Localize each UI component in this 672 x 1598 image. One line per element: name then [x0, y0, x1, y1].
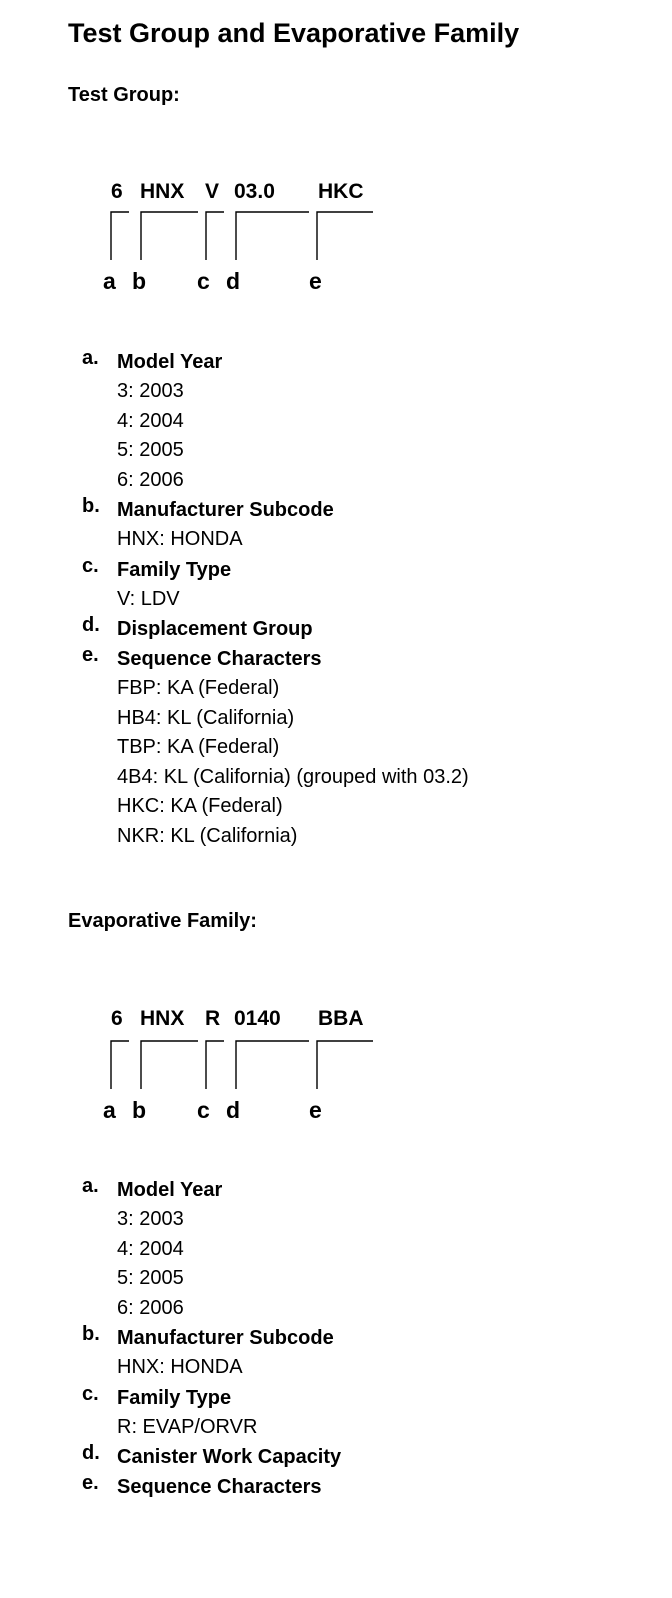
definition-item	[82, 1175, 341, 1323]
item-value: R: EVAP/ORVR	[117, 1415, 258, 1438]
item-letter: a.	[82, 1175, 99, 1197]
code-part-b: HNX	[140, 1007, 185, 1030]
code-letter-b: b	[132, 1097, 147, 1123]
item-term: Canister Work Capacity	[117, 1446, 342, 1468]
item-value: NKR: KL (California)	[117, 824, 298, 847]
item-letter: e.	[82, 644, 99, 666]
code-bracket-lines	[0, 1005, 672, 1115]
item-letter: a.	[82, 347, 99, 369]
item-value: 6: 2006	[117, 1296, 184, 1319]
test-group-code-diagram	[0, 178, 672, 294]
definition-item	[82, 555, 469, 615]
definition-item	[82, 495, 469, 555]
item-term: Manufacturer Subcode	[117, 499, 334, 521]
definition-item	[82, 347, 469, 495]
code-part-d: 03.0	[234, 180, 275, 203]
test-group-heading: Test Group:	[68, 84, 180, 106]
code-part-c: V	[205, 180, 220, 203]
item-term: Model Year	[117, 1179, 223, 1201]
code-letter-e: e	[309, 268, 322, 294]
code-letter-c: c	[197, 268, 210, 294]
item-value: V: LDV	[117, 587, 180, 610]
page-title: Test Group and Evaporative Family	[68, 18, 520, 48]
item-letter: c.	[82, 1382, 99, 1405]
definition-item	[82, 644, 469, 851]
item-value: 5: 2005	[117, 1267, 184, 1289]
code-letter-c: c	[197, 1097, 210, 1123]
code-letter-d: d	[226, 268, 241, 294]
item-value: 5: 2005	[117, 439, 184, 461]
item-term: Family Type	[117, 558, 232, 581]
code-part-a: 6	[111, 180, 123, 203]
item-term: Sequence Characters	[117, 1476, 322, 1498]
item-term: Sequence Characters	[117, 648, 322, 670]
item-value: HNX: HONDA	[117, 528, 243, 550]
item-term: Displacement Group	[117, 618, 313, 640]
code-part-d: 0140	[234, 1007, 281, 1030]
code-letter-a: a	[103, 1097, 116, 1123]
item-value: 6: 2006	[117, 468, 184, 491]
test-group-definitions	[82, 347, 469, 851]
item-letter: b.	[82, 495, 100, 517]
item-value: HB4: KL (California)	[117, 706, 295, 729]
code-part-a: 6	[111, 1007, 123, 1030]
evap-family-definitions	[82, 1175, 341, 1502]
item-letter: d.	[82, 614, 100, 636]
item-letter: d.	[82, 1442, 100, 1464]
item-term: Manufacturer Subcode	[117, 1327, 334, 1349]
item-value: 3: 2003	[117, 1208, 184, 1230]
item-value: 4: 2004	[117, 409, 184, 432]
item-value: FBP: KA (Federal)	[117, 677, 280, 699]
definition-item	[82, 1323, 341, 1383]
item-letter: b.	[82, 1323, 100, 1345]
item-letter: c.	[82, 554, 99, 577]
item-term: Model Year	[117, 351, 223, 373]
item-value: HKC: KA (Federal)	[117, 795, 283, 817]
item-letter: e.	[82, 1472, 99, 1494]
code-letter-b: b	[132, 268, 147, 294]
item-term: Family Type	[117, 1386, 232, 1409]
code-letter-a: a	[103, 268, 116, 294]
item-value: 4: 2004	[117, 1237, 184, 1260]
item-value: 4B4: KL (California) (grouped with 03.2)	[117, 765, 469, 788]
item-value: 3: 2003	[117, 380, 184, 402]
definition-item	[82, 1472, 341, 1502]
code-part-e: HKC	[318, 180, 364, 203]
code-part-e: BBA	[318, 1007, 364, 1030]
evap-family-code-diagram	[0, 1005, 672, 1123]
item-value: TBP: KA (Federal)	[117, 736, 280, 758]
definition-item	[82, 614, 469, 644]
item-value: HNX: HONDA	[117, 1356, 243, 1378]
code-bracket-lines	[0, 178, 672, 288]
code-part-c: R	[205, 1007, 221, 1030]
definition-item	[82, 1442, 341, 1472]
code-letter-d: d	[226, 1097, 241, 1123]
evap-family-heading: Evaporative Family:	[68, 910, 257, 932]
code-part-b: HNX	[140, 180, 185, 203]
definition-item	[82, 1383, 341, 1443]
code-letter-e: e	[309, 1097, 322, 1123]
